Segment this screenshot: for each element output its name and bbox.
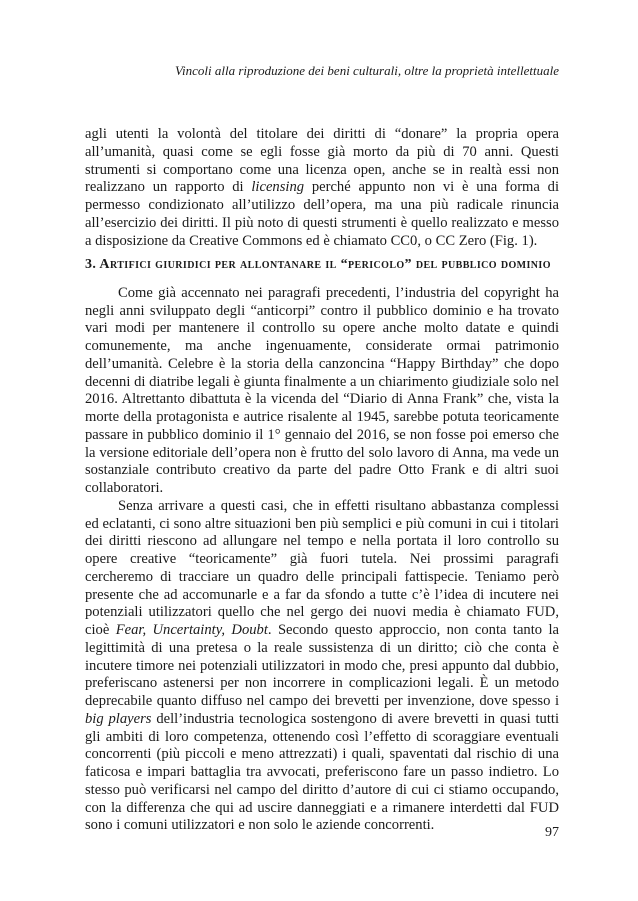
p2-text-3: dell’industria tecnologica sostengono di avere brevetti in quasi tutti gli ambiti di loro competenza, ottenendo così l’effetto di scoraggiare eventuali concorrenti (più piccoli e meno attrezzati) i quali, spaventati dal rischio di una faticosa e impari battaglia tra avvocati, preferiscono fare un passo indietro. Lo stesso può verificarsi nel campo del diritto d’autore di cui ci stiamo occupando, con la differenza che qui ad uscire danneggiati e a rimanere interdetti dal FUD sono i comuni utilizzatori e non solo le aziende concorrenti. bbox=[85, 710, 559, 834]
heading-spacer bbox=[85, 274, 559, 285]
page-number: 97 bbox=[545, 825, 559, 840]
intro-text-2: perché appunto non vi è una forma di permesso condizionato all’utilizzo dell’opera, ma una più radicale rinuncia all’esercizio dei diritti. Il più noto di questi strumenti è quello realizzato e messo a disposizione da Creative Commons ed è chiamato CC0, o CC Zero (Fig. 1). bbox=[85, 179, 559, 249]
running-header: Vincoli alla riproduzione dei beni culturali, oltre la proprietà intellettuale bbox=[175, 63, 559, 78]
intro-emphasis-licensing: licensing bbox=[251, 179, 305, 196]
intro-paragraph bbox=[85, 126, 559, 250]
section-3 bbox=[85, 256, 559, 835]
p2-text-2: . Secondo questo approccio, non conta tanto la legittimità di una pretesa o la reale sussistenza di un diritto; ciò che conta è incutere timore nei potenziali utilizzatori in modo che, presi appunto dal dubbio, preferiscano astenersi per non incorrere in complicazioni legali. È un metodo deprecabile quanto diffuso nel campo dei brevetti per invenzione, dove spesso i bbox=[85, 622, 559, 709]
section-heading: 3. Artifici giuridici per allontanare il “pericolo” del pubblico dominio bbox=[85, 257, 551, 272]
p2-emphasis-fud: Fear, Uncertainty, Doubt bbox=[115, 622, 268, 638]
section-paragraph-1: Come già accennato nei paragrafi precedenti, l’industria del copyright ha negli anni sviluppato degli “anticorpi” contro il pubblico dominio e ha trovato vari modi per mantenere il controllo su opere anche molto datate e quindi comunemente, ma anche ingenuamente, considerate ormai patrimonio dell’umanità. Celebre è la storia della canzoncina “Happy Birthday” che dopo decenni di diatribe legali è giunta finalmente a un chiarimento giudiziale solo nel 2016. Altrettanto dibattuta è la vicenda del “Diario di Anna Frank” che, vista la morte della protagonista e autrice risalente al 1945, sarebbe potuta teoricamente passare in pubblico dominio il 1° gennaio del 2016, se non fosse poi emerso che la versione editoriale dell’opera non è frutto del solo lavoro di Anna, ma vede un sostanziale contributo creativo da parte del padre Otto Frank e di altri suoi collaboratori. bbox=[85, 284, 559, 496]
p2-text-1: Senza arrivare a questi casi, che in effetti risultano abbastanza complessi ed eclatanti, ci sono altre situazioni ben più semplici e più comuni in cui i titolari dei diritti riescono ad allungare nel tempo e nella portata il loro controllo su opere creative “teoricamente” già fuori tutela. Nei prossimi paragrafi cercheremo di tracciare un quadro delle principali fattispecie. Teniamo però presente che ad accomunarle e a far da sfondo a tutte c’è l’idea di incutere nei potenziali utilizzatori quello che nel gergo dei nuovi media è chiamato FUD, cioè bbox=[85, 497, 559, 638]
intro-block bbox=[85, 126, 559, 250]
intro-text-1: agli utenti la volontà del titolare dei diritti di “donare” la propria opera all’umanità, quasi come se egli fosse già morto da più di 70 anni. Questi strumenti si comportano come una licenza open, anche se in realtà essi non realizzano un rapporto di bbox=[85, 126, 559, 196]
p2-emphasis-big-players: big players bbox=[85, 710, 152, 727]
section-paragraph-2 bbox=[85, 498, 559, 835]
